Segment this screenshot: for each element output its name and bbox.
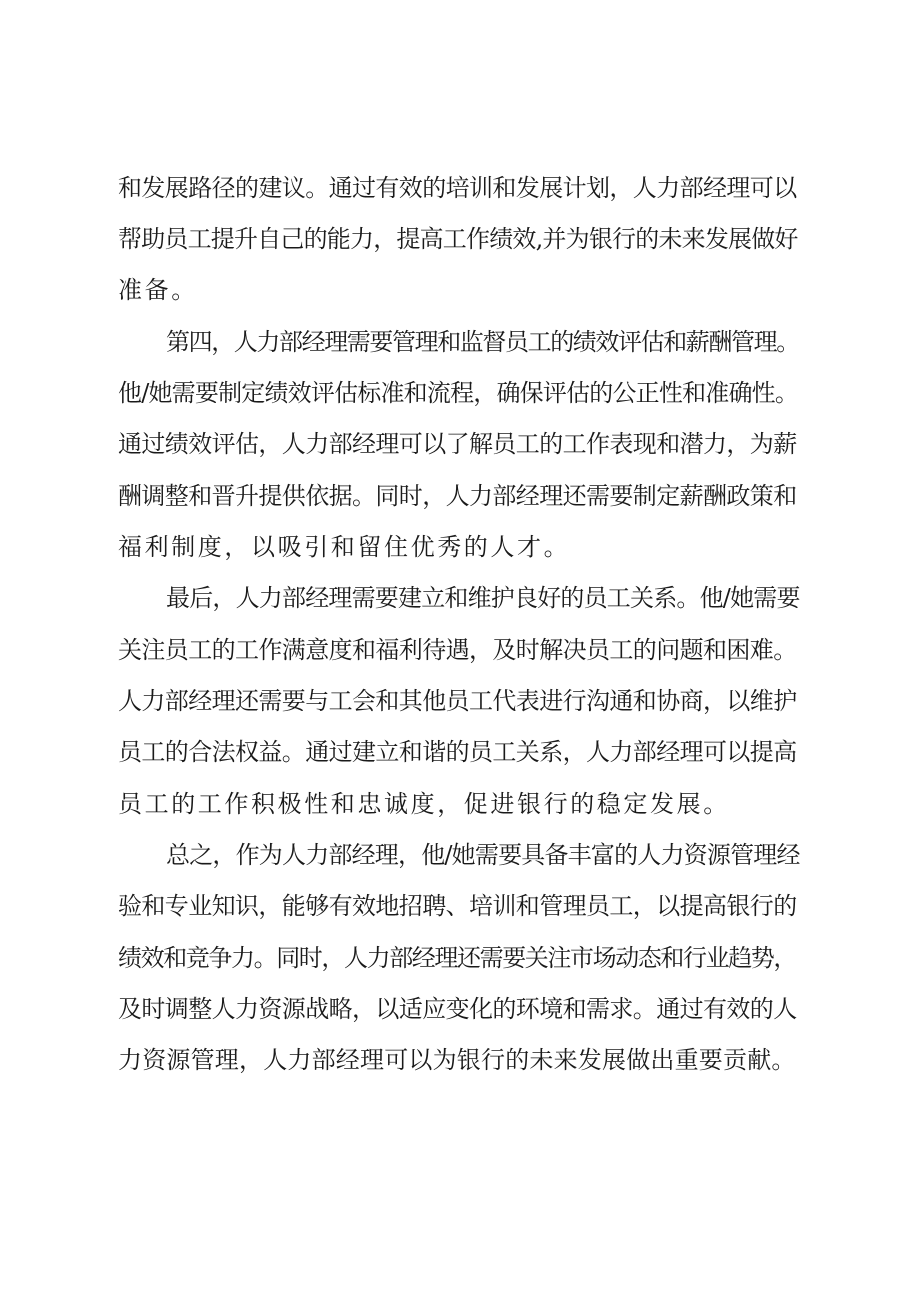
text-line: 总之，作为人力部经理，他/她需要具备丰富的人力资源管理经 xyxy=(166,841,800,869)
text-line: 员工的合法权益。通过建立和谐的员工关系，人力部经理可以提高 xyxy=(118,738,797,766)
text-line: 他/她需要制定绩效评估标准和流程，确保评估的公正性和准确性。 xyxy=(118,379,799,407)
text-line: 验和专业知识，能够有效地招聘、培训和管理员工，以提高银行的 xyxy=(118,892,797,920)
text-line: 帮助员工提升自己的能力，提高工作绩效,并为银行的未来发展做好 xyxy=(118,225,798,253)
text-line: 力资源管理，人力部经理可以为银行的未来发展做出重要贡献。 xyxy=(118,1046,796,1074)
text-line: 酬调整和晋升提供依据。同时，人力部经理还需要制定薪酬政策和 xyxy=(118,482,797,510)
text-line: 绩效和竞争力。同时，人力部经理还需要关注市场动态和行业趋势， xyxy=(118,944,796,972)
text-line: 关注员工的工作满意度和福利待遇，及时解决员工的问题和困难。 xyxy=(118,636,797,664)
text-line: 及时调整人力资源战略，以适应变化的环境和需求。通过有效的人 xyxy=(118,995,797,1023)
text-line: 员工的工作积极性和忠诚度，促进银行的稳定发展。 xyxy=(118,790,730,818)
text-line: 最后，人力部经理需要建立和维护良好的员工关系。他/她需要 xyxy=(166,584,800,612)
text-line: 和发展路径的建议。通过有效的培训和发展计划，人力部经理可以 xyxy=(118,174,797,202)
text-line: 第四，人力部经理需要管理和监督员工的绩效评估和薪酬管理。 xyxy=(166,328,799,356)
text-line: 通过绩效评估，人力部经理可以了解员工的工作表现和潜力，为薪 xyxy=(118,430,797,458)
text-line: 福利制度，以吸引和留住优秀的人才。 xyxy=(118,533,571,561)
text-line: 准备。 xyxy=(118,276,198,304)
text-line: 人力部经理还需要与工会和其他员工代表进行沟通和协商，以维护 xyxy=(118,687,797,715)
